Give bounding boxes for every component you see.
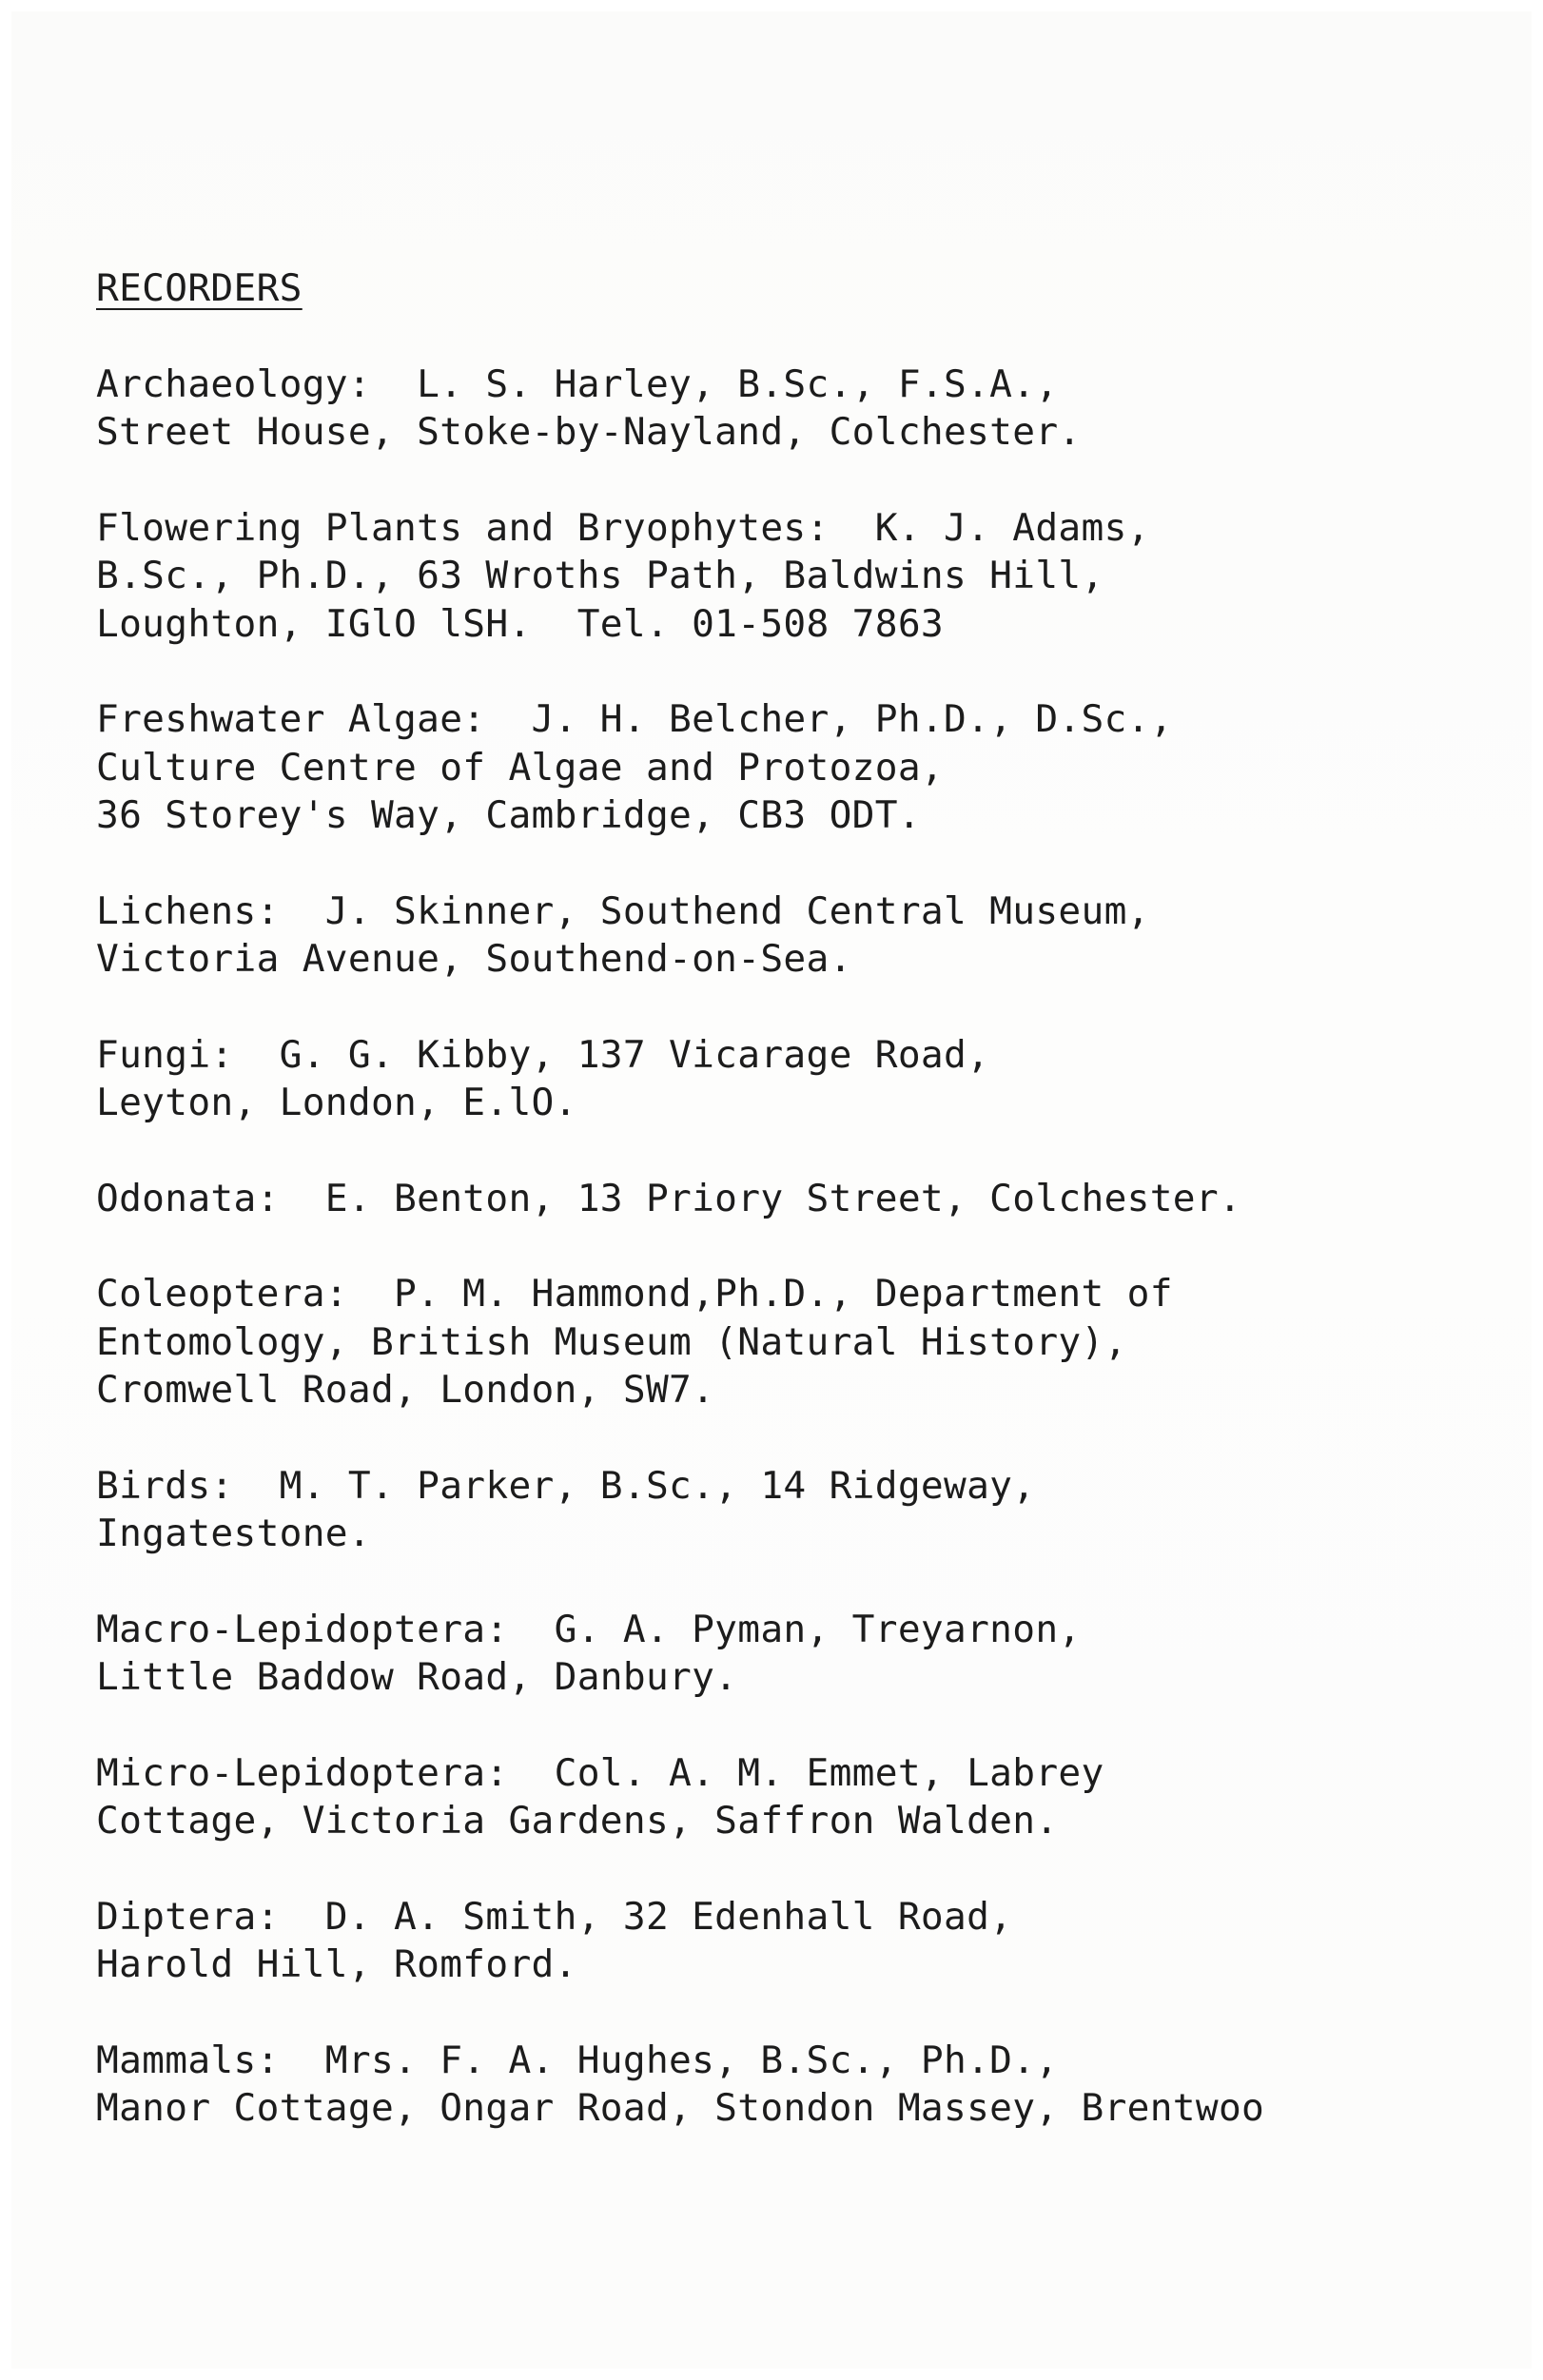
entry-line: Cromwell Road, London, SW7. xyxy=(96,1368,715,1412)
entry-line: Culture Centre of Algae and Protozoa, xyxy=(96,745,944,790)
entry-line: Cottage, Victoria Gardens, Saffron Walden. xyxy=(96,1799,1059,1843)
page-heading: RECORDERS xyxy=(96,266,303,310)
entry-line: Mammals: Mrs. F. A. Hughes, B.Sc., Ph.D., xyxy=(96,2038,1059,2082)
entry-line: Little Baddow Road, Danbury. xyxy=(96,1655,738,1699)
entry-line: Archaeology: L. S. Harley, B.Sc., F.S.A., xyxy=(96,361,1059,406)
entry-line: 36 Storey's Way, Cambridge, CB3 ODT. xyxy=(96,793,921,837)
entry-line: Fungi: G. G. Kibby, 137 Vicarage Road, xyxy=(96,1032,990,1077)
recorder-entry-fungi xyxy=(96,1031,1542,1127)
entry-line: Loughton, IGlO lSH. Tel. 01-508 7863 xyxy=(96,601,944,646)
recorder-entry-odonata xyxy=(96,1175,1542,1223)
recorders-list xyxy=(96,264,1542,2133)
entry-line: Street House, Stoke-by-Nayland, Colchester. xyxy=(96,410,1082,454)
recorder-entry-micro-lepidoptera xyxy=(96,1749,1542,1845)
entry-line: Freshwater Algae: J. H. Belcher, Ph.D., D.Sc., xyxy=(96,697,1173,741)
entry-line: Victoria Avenue, Southend-on-Sea. xyxy=(96,937,852,981)
recorder-entry-macro-lepidoptera xyxy=(96,1606,1542,1702)
entry-line: Coleoptera: P. M. Hammond,Ph.D., Department of xyxy=(96,1272,1173,1316)
entry-line: Ingatestone. xyxy=(96,1512,371,1555)
entry-line: Birds: M. T. Parker, B.Sc., 14 Ridgeway, xyxy=(96,1463,1036,1508)
entry-line: Harold Hill, Romford. xyxy=(96,1942,577,1986)
entry-line: B.Sc., Ph.D., 63 Wroths Path, Baldwins Hill, xyxy=(96,554,1104,597)
entry-line: Manor Cottage, Ongar Road, Stondon Massey, Brentwoo xyxy=(96,2086,1265,2130)
recorder-entries xyxy=(96,361,1542,2133)
entry-line: Micro-Lepidoptera: Col. A. M. Emmet, Labrey xyxy=(96,1750,1104,1795)
recorder-entry-archaeology xyxy=(96,361,1542,457)
recorder-entry-lichens xyxy=(96,888,1542,984)
entry-line: Diptera: D. A. Smith, 32 Edenhall Road, xyxy=(96,1894,1013,1939)
recorder-entry-birds xyxy=(96,1462,1542,1558)
entry-line: Lichens: J. Skinner, Southend Central Museum, xyxy=(96,888,1150,933)
recorder-entry-flowering-plants xyxy=(96,504,1542,649)
recorder-entry-freshwater-algae xyxy=(96,695,1542,840)
entry-line: Odonata: E. Benton, 13 Priory Street, Colchester. xyxy=(96,1176,1242,1220)
recorder-entry-coleoptera xyxy=(96,1270,1542,1414)
entry-line: Entomology, British Museum (Natural History), xyxy=(96,1319,1127,1364)
entry-line: Leyton, London, E.lO. xyxy=(96,1081,577,1124)
entry-line: Macro-Lepidoptera: G. A. Pyman, Treyarnon, xyxy=(96,1607,1082,1651)
recorder-entry-mammals xyxy=(96,2037,1542,2133)
entry-line: Flowering Plants and Bryophytes: K. J. Adams, xyxy=(96,505,1150,550)
recorder-entry-diptera xyxy=(96,1893,1542,1989)
